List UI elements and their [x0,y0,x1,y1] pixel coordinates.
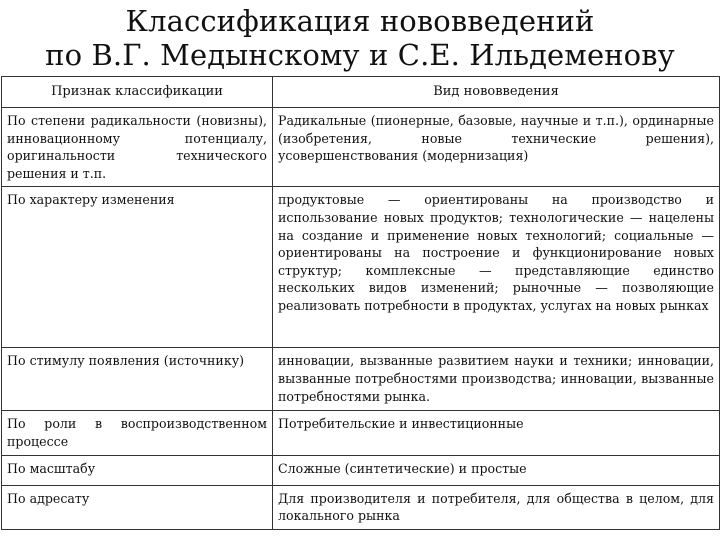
cell-type: продуктовые — ориентированы на производство и использование новых продуктов; технологические — нацелены на создание и применение новых технологий; социальные — ориентированы на построение и функционирование новых структур; комплексные — представляющие единство нескольких видов изменений; рыночные — позволяющие реализовать потребности в продуктах, услугах на новых рынках [273,187,720,348]
cell-type: Радикальные (пионерные, базовые, научные и т.п.), ординарные (изобретения, новые технические решения), усовершенствования (модернизация) [273,108,720,187]
cell-type: Для производителя и потребителя, для общества в целом, для локального рынка [273,485,720,529]
cell-type: Потребительские и инвестиционные [273,411,720,455]
cell-type: Сложные (синтетические) и простые [273,455,720,485]
table-header-row [2,77,720,108]
title-line-2: по В.Г. Медынскому и С.Е. Ильдеменову [45,38,675,72]
table-row [2,455,720,485]
table-row [2,485,720,529]
cell-criterion: По роли в воспроизводственном процессе [2,411,273,455]
cell-criterion: По адресату [2,485,273,529]
cell-criterion: По стимулу появления (источнику) [2,348,273,411]
classification-table [1,76,720,530]
table-row [2,348,720,411]
cell-type: инновации, вызванные развитием науки и техники; инновации, вызванные потребностями производства; инновации, вызванные потребностями рынка. [273,348,720,411]
table-row [2,108,720,187]
header-criterion: Признак классификации [2,77,273,108]
cell-criterion: По степени радикальности (новизны), инновационному потенциалу, оригинальности технического решения и т.п. [2,108,273,187]
cell-criterion: По масштабу [2,455,273,485]
cell-criterion: По характеру изменения [2,187,273,348]
page-title [0,0,720,76]
table-row [2,187,720,348]
table-row [2,411,720,455]
header-type: Вид нововведения [273,77,720,108]
title-line-1: Классификация нововведений [125,4,595,38]
